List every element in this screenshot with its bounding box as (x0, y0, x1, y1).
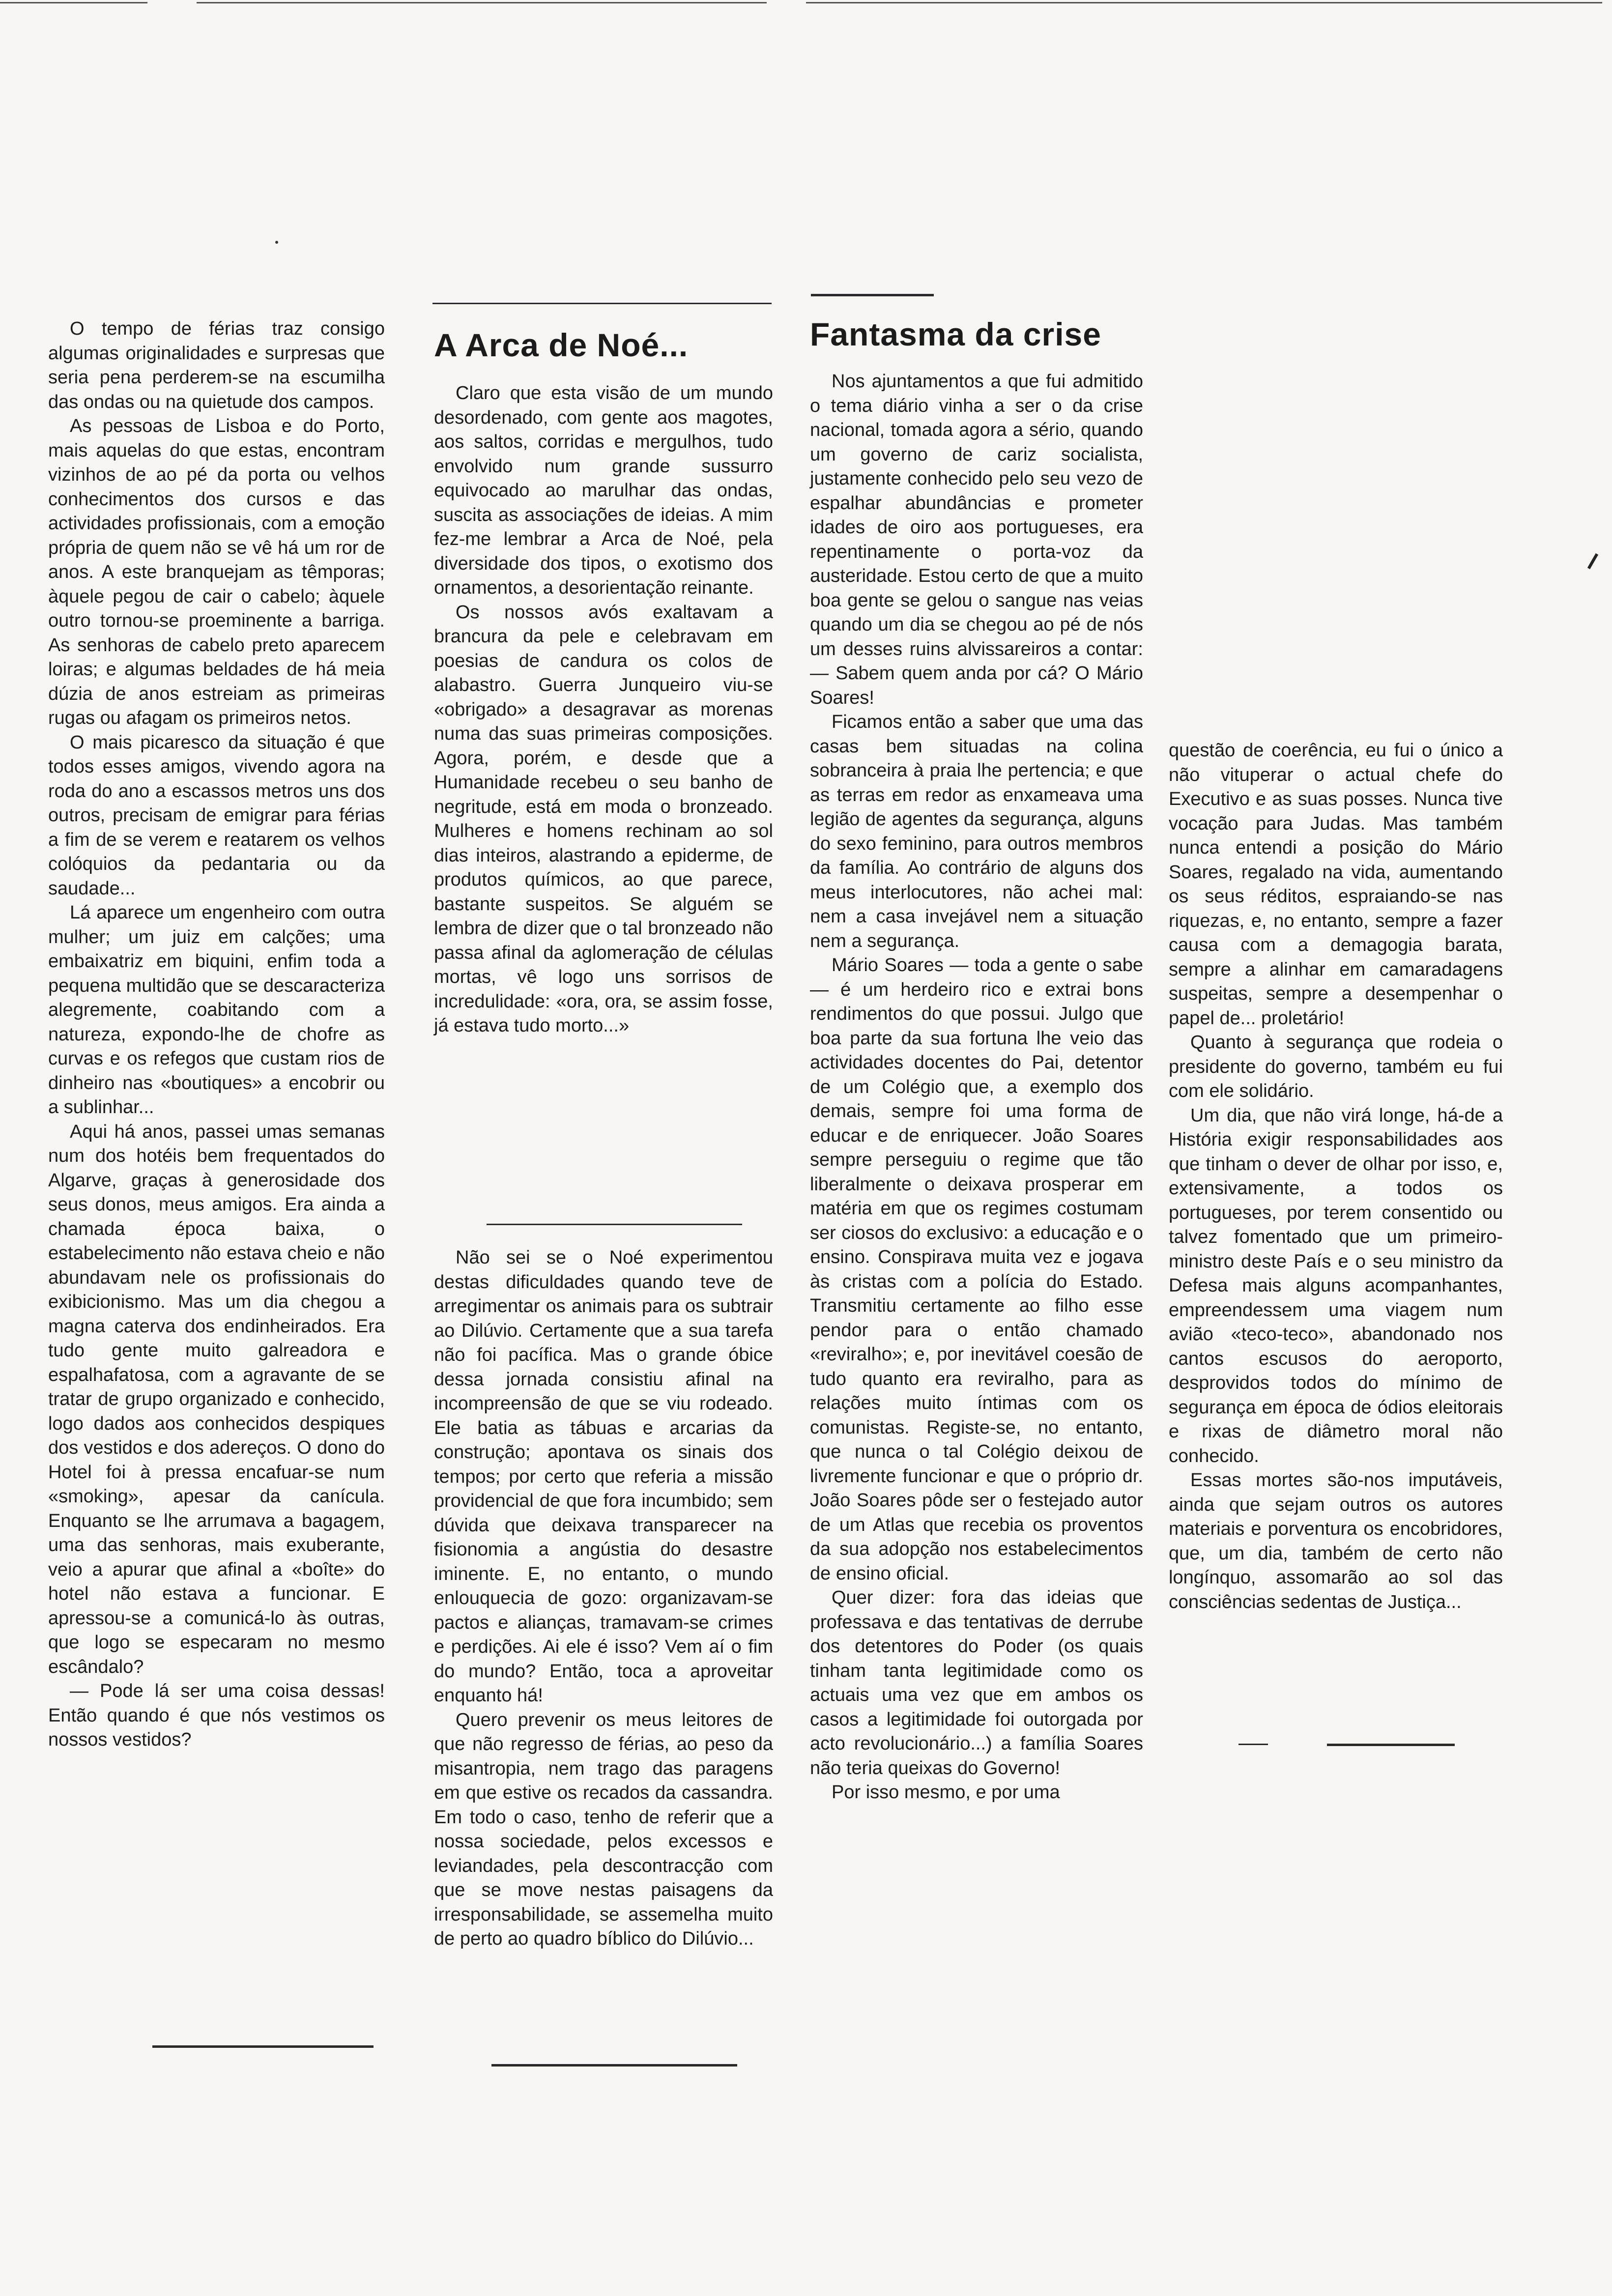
paragraph: Claro que esta visão de um mundo desordenado, com gente aos magotes, aos saltos, corridas e mergulhos, tudo envolvido num grande sussurro equivocado ao marulhar das ondas, suscita as associações de ideias. A mim fez-me lembrar a Arca de Noé, pela diversidade dos tipos, o exotismo dos ornamentos, a desorientação reinante. (434, 383, 773, 598)
headline-arca-de-noe: A Arca de Noé... (434, 327, 689, 363)
headline-rule (811, 294, 934, 296)
column-end-rule (491, 2064, 737, 2066)
column-2 (434, 325, 773, 1038)
paragraph: Quer dizer: fora das ideias que professava e das tentativas de derrube dos detentores do Poder (os quais tinham tanta legitimidade como os actuais uma vez que em ambos os casos a legitimidade foi outorgada por acto revolucionário...) a família Soares não teria queixas do Governo! (810, 1587, 1143, 1779)
closing-dash (1238, 1744, 1268, 1745)
paragraph: Essas mortes são-nos imputáveis, ainda que sejam outros os autores materiais e porventura os encobridores, que, um dia, também de certo não longínquo, assomarão ao sol das consciências sedentas de Justiça... (1169, 1470, 1503, 1612)
paragraph: Os nossos avós exaltavam a brancura da pele e celebravam em poesias de candura os colos de alabastro. Guerra Junqueiro viu-se «obrigado» a desagravar as morenas numa das suas primeiras composições. Agora, porém, e desde que a Humanidade recebeu o seu banho de negritude, está em moda o bronzeado. Mulheres e homens rechinam ao sol dias inteiros, alastrando a epiderme, de produtos químicos, ao que parece, bastante suspeitos. Se alguém se lembra de dizer que o tal bronzeado não passa afinal da aglomeração de células mortas, vê logo uns sorrisos de incredulidade: «ora, ora, se assim fosse, já estava tudo morto...» (434, 602, 773, 1036)
section-rule (487, 1224, 742, 1225)
paragraph: As pessoas de Lisboa e do Porto, mais aquelas do que estas, encontram vizinhos de ao pé da porta ou velhos conhecimentos dos cursos e das actividades profissionais, com a emoção própria de quem não se vê há um ror de anos. A este branquejam as têmporas; àquele pegou de cair o cabelo; àquele outro tornou-se proeminente a barriga. As senhoras de cabelo preto aparecem loiras; e algumas beldades de há meia dúzia de anos estreiam as primeiras rugas ou afagam os primeiros netos. (48, 416, 385, 728)
paragraph: O tempo de férias traz consigo algumas originalidades e surpresas que seria pena perderem-se na escumilha das ondas ou na quietude dos campos. (48, 318, 385, 412)
print-mark (1587, 553, 1598, 569)
column-3 (810, 315, 1143, 1805)
paragraph: Lá aparece um engenheiro com outra mulher; um juiz em calções; uma embaixatriz em biquini, enfim toda a pequena multidão que se descaracteriza alegremente, coabitando com a natureza, expondo-lhe de chofre as curvas e os refegos que custam rios de dinheiro nas «boutiques» a encobrir ou a sublinhar... (48, 902, 385, 1118)
paragraph: Aqui há anos, passei umas semanas num dos hotéis bem frequentados do Algarve, graças à generosidade dos seus donos, meus amigos. Era ainda a chamada época baixa, o estabelecimento não estava cheio e não abundavam nele os profissionais do exibicionismo. Mas um dia chegou a magna caterva dos endinheirados. Era tudo gente muito galreadora e espalhafatosa, com a agravante de se tratar de grupo organizado e conhecido, logo dados aos conhecidos despiques dos vestidos e dos adereços. O dono do Hotel foi à pressa encafuar-se num «smoking», apesar da canícula. Enquanto se lhe arrumava a bagagem, uma das senhoras, mais exuberante, veio a apurar que afinal a «boîte» do hotel não estava a funcionar. E apressou-se a comunicá-lo às outras, que logo se especaram no mesmo escândalo? (48, 1121, 385, 1677)
headline-fantasma-da-crise: Fantasma da crise (810, 316, 1101, 352)
print-speck (275, 241, 278, 244)
paragraph: Mário Soares — toda a gente o sabe — é um herdeiro rico e extrai bons rendimentos do que possui. Julgo que boa parte da sua fortuna lhe veio das actividades docentes do Pai, detentor de um Colégio que, a exemplo dos demais, sempre foi uma forma de educar e de enriquecer. João Soares sempre perseguiu o regime que tão liberalmente o deixava prosperar em matéria em que os regimes costumam ser ciosos do exclusivo: a educação e o ensino. Conspirava muita vez e jogava às cristas com a polícia do Estado. Transmitiu certamente ao filho esse pendor para o então chamado «reviralho»; e, por inevitável coesão de tudo quanto era reviralho, para as relações muito íntimas com os comunistas. Registe-se, no entanto, que nunca o tal Colégio deixou de livremente funcionar e que o próprio dr. João Soares pôde ser o festejado autor de um Atlas que recebia os proventos da sua adopção nos estabelecimentos de ensino oficial. (810, 955, 1143, 1584)
column-2-continued (434, 1246, 773, 1952)
headline-rule (432, 303, 772, 304)
paragraph: O mais picaresco da situação é que todos esses amigos, vivendo agora na roda do ano a escassos metros uns dos outros, precisam de emigrar para férias a fim de se verem e reatarem os velhos colóquios da pedantaria ou da saudade... (48, 732, 385, 899)
paragraph: Quero prevenir os meus leitores de que não regresso de férias, ao peso da misantropia, nem trago das paragens em que estive os recados da cassandra. Em todo o caso, tenho de referir que a nossa sociedade, pelos excessos e leviandades, pela descontracção com que se move nestas paisagens da irresponsabilidade, se assemelha muito de perto ao quadro bíblico do Dilúvio... (434, 1709, 773, 1949)
top-edge-rule (0, 2, 147, 3)
paragraph: — Pode lá ser uma coisa dessas! Então quando é que nós vestimos os nossos vestidos? (48, 1681, 385, 1750)
paragraph: Um dia, que não virá longe, há-de a História exigir responsabilidades aos que tinham o dever de olhar por isso, e, extensivamente, a todos os portugueses, por terem consentido ou talvez fomentado que um primeiro-ministro deste País e o seu ministro da Defesa mais alguns acompanhantes, empreendessem uma viagem num avião «teco-teco», abandonado nos cantos escusos do aeroporto, desprovidos todos do mínimo de segurança em época de ódios eleitorais e rixas de diâmetro moral não conhecido. (1169, 1105, 1503, 1466)
column-end-rule (152, 2045, 374, 2048)
paragraph: Quanto à segurança que rodeia o presidente do governo, também eu fui com ele solidário. (1169, 1032, 1503, 1101)
top-edge-rule (806, 2, 1602, 3)
paragraph: Nos ajuntamentos a que fui admitido o tema diário vinha a ser o da crise nacional, tomada agora a sério, quando um governo de cariz socialista, justamente conhecido pelo seu vezo de espalhar abundâncias e prometer idades de oiro aos portugueses, era repentinamente o porta-voz da austeridade. Estou certo de que a muito boa gente se gelou o sangue nas veias quando um dia se chegou ao pé de nós um desses ruins alvissareiros a contar: — Sabem quem anda por cá? O Mário Soares! (810, 371, 1143, 708)
column-1 (48, 317, 385, 1752)
column-4 (1169, 739, 1503, 1614)
paragraph: Ficamos então a saber que uma das casas bem situadas na colina sobranceira à praia lhe pertencia; e que as terras em redor as enxameava uma legião de agentes da segurança, alguns do sexo feminino, para outros membros da família. Ao contrário de alguns dos meus interlocutores, não achei mal: nem a casa invejável nem a situação nem a segurança. (810, 712, 1143, 951)
paragraph: Não sei se o Noé experimentou destas dificuldades quando teve de arregimentar os animais para os subtrair ao Dilúvio. Certamente que a sua tarefa não foi pacífica. Mas o grande óbice dessa jornada consistiu afinal na incompreensão de que se viu rodeado. Ele batia as tábuas e arcarias da construção; apontava os sinais dos tempos; por certo que referia a missão providencial de que fora incumbido; sem dúvida que deixava transparecer na fisionomia a angústia do desastre iminente. E, no entanto, o mundo enlouquecia de gozo: organizavam-se pactos e alianças, tramavam-se crimes e perdições. Ai ele é isso? Vem aí o fim do mundo? Então, toca a aproveitar enquanto há! (434, 1247, 773, 1706)
paragraph: questão de coerência, eu fui o único a não vituperar o actual chefe do Executivo e as suas posses. Nunca tive vocação para Judas. Mas também nunca entendi a posição do Mário Soares, regalado na vida, aumentando os seus réditos, espraiando-se nas riquezas, e, no entanto, sempre a fazer causa com a demagogia barata, sempre a alinhar em camaradagens suspeitas, sempre a desempenhar o papel de... proletário! (1169, 740, 1503, 1029)
closing-rule (1327, 1744, 1455, 1746)
paragraph: Por isso mesmo, e por uma (832, 1782, 1060, 1803)
top-edge-rule (197, 2, 767, 3)
